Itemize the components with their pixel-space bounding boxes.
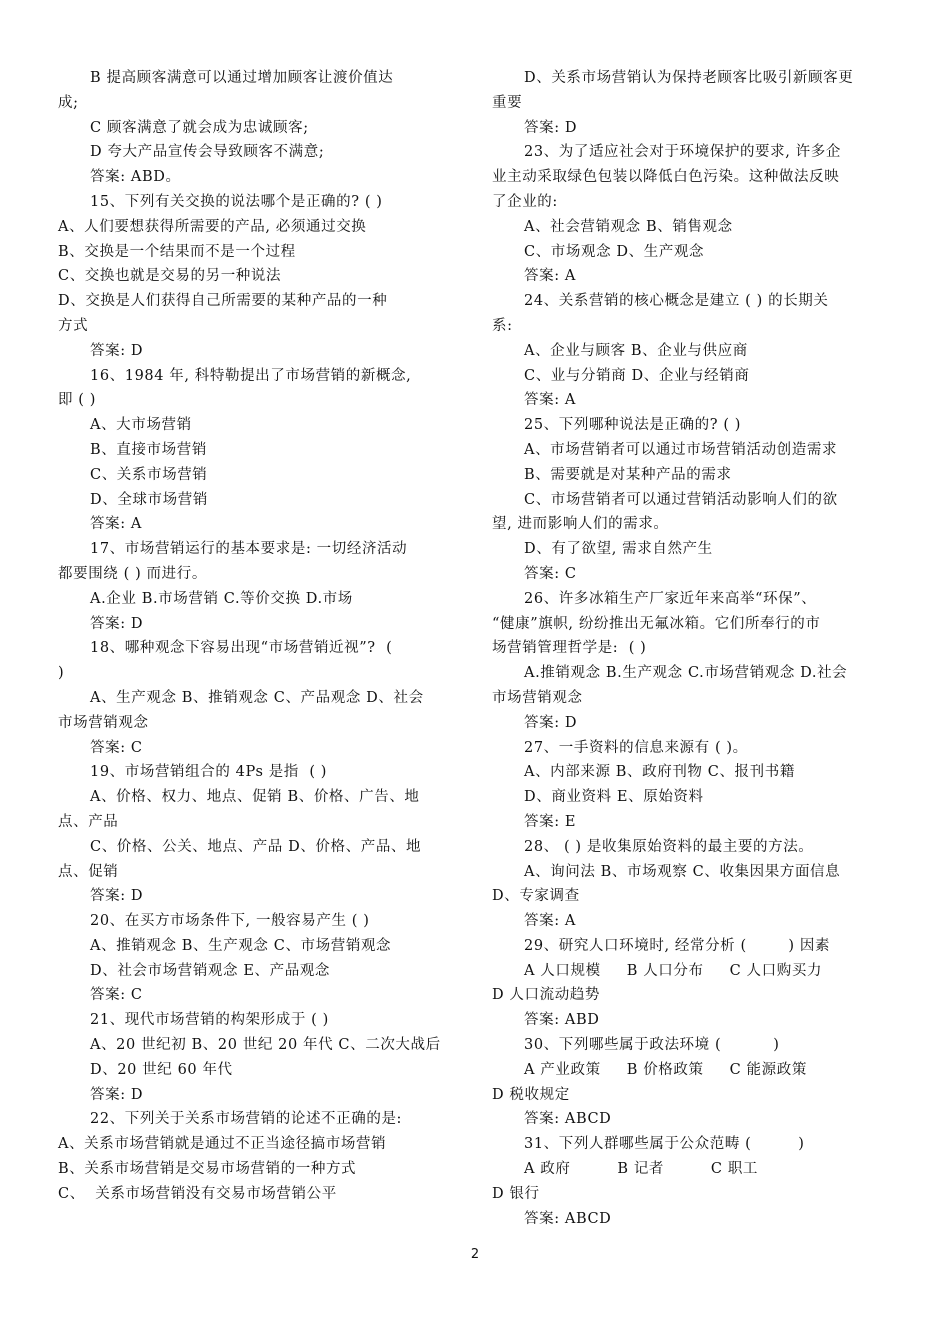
- text-line: 答案: A: [524, 268, 576, 285]
- text-line: 业主动采取绿色包装以降低白色污染。这种做法反映: [492, 169, 840, 186]
- text-line: A.企业 B.市场营销 C.等价交换 D.市场: [90, 590, 353, 607]
- text-line: A、20 世纪初 B、20 世纪 20 年代 C、二次大战后: [90, 1037, 441, 1054]
- text-line: 方式: [58, 317, 89, 334]
- text-line: 23、为了适应社会对于环境保护的要求, 许多企: [524, 144, 841, 161]
- text-line: D、关系市场营销认为保持老顾客比吸引新顾客更: [524, 70, 854, 86]
- text-line: B、直接市场营销: [90, 441, 207, 458]
- text-line: 21、现代市场营销的构架形成于 ( ): [90, 1012, 329, 1029]
- text-line: 答案: A: [524, 913, 576, 930]
- text-line: D、交换是人们获得自己所需要的某种产品的一种: [58, 293, 388, 310]
- text-line: D 税收规定: [492, 1086, 570, 1103]
- left-column: [58, 66, 458, 1207]
- text-line: D、社会市场营销观念 E、产品观念: [90, 962, 331, 979]
- text-line: 28、 ( ) 是收集原始资料的最主要的方法。: [524, 838, 814, 855]
- text-line: “健康”旗帜, 纷纷推出无氟冰箱。它们所奉行的市: [492, 615, 821, 632]
- text-line: C 顾客满意了就会成为忠诚顾客;: [90, 119, 309, 136]
- text-line: 答案: ABCD: [524, 1111, 612, 1128]
- text-line: 答案: ABD: [524, 1012, 600, 1029]
- text-line: D 夸大产品宣传会导致顾客不满意;: [90, 144, 325, 161]
- text-line: A、推销观念 B、生产观念 C、市场营销观念: [90, 937, 392, 954]
- text-line: 17、市场营销运行的基本要求是: 一切经济活动: [90, 541, 408, 558]
- text-line: 20、在买方市场条件下, 一般容易产生 ( ): [90, 913, 370, 930]
- text-line: 答案: D: [90, 888, 144, 905]
- text-line: 市场营销观念: [58, 714, 149, 731]
- text-line: 答案: C: [90, 739, 143, 756]
- text-line: A、市场营销者可以通过市场营销活动创造需求: [524, 441, 838, 458]
- text-line: B、关系市场营销是交易市场营销的一种方式: [58, 1161, 357, 1178]
- text-line: A、企业与顾客 B、企业与供应商: [524, 342, 748, 359]
- text-line: C、市场观念 D、生产观念: [524, 243, 705, 260]
- text-line: A、关系市场营销就是通过不正当途径搞市场营销: [58, 1136, 387, 1153]
- text-line: D、专家调查: [492, 888, 580, 905]
- text-line: 望, 进而影响人们的需求。: [492, 516, 669, 533]
- text-line: C、市场营销者可以通过营销活动影响人们的欲: [524, 491, 838, 508]
- text-line: C、业与分销商 D、企业与经销商: [524, 367, 750, 384]
- text-line: 答案: ABD。: [90, 169, 181, 186]
- text-line: A、人们要想获得所需要的产品, 必须通过交换: [58, 218, 367, 235]
- text-line: C、交换也就是交易的另一种说法: [58, 268, 282, 285]
- text-line: D、全球市场营销: [90, 491, 208, 508]
- text-line: 15、下列有关交换的说法哪个是正确的? ( ): [90, 193, 383, 210]
- text-line: 答案: E: [524, 813, 577, 830]
- text-line: 18、哪种观念下容易出现“市场营销近视”? (: [90, 640, 393, 657]
- text-line: 都要围绕 ( ) 而进行。: [58, 565, 207, 582]
- text-line: B、需要就是对某种产品的需求: [524, 466, 732, 483]
- text-line: ): [58, 665, 65, 682]
- text-line: 成;: [58, 94, 79, 111]
- text-line: A.推销观念 B.生产观念 C.市场营销观念 D.社会: [524, 665, 848, 682]
- text-line: A、大市场营销: [90, 417, 192, 434]
- text-line: C、关系市场营销: [90, 466, 208, 483]
- text-line: D、商业资料 E、原始资料: [524, 789, 704, 806]
- text-line: 答案: D: [90, 1086, 144, 1103]
- text-line: D 银行: [492, 1185, 540, 1202]
- text-line: 了企业的:: [492, 193, 558, 210]
- text-line: 30、下列哪些属于政法环境 ( ): [524, 1037, 780, 1054]
- text-line: C、 关系市场营销没有交易市场营销公平: [58, 1185, 337, 1202]
- text-line: C、价格、公关、地点、产品 D、价格、产品、地: [90, 838, 422, 855]
- text-line: A 产业政策 B 价格政策 C 能源政策: [524, 1061, 807, 1078]
- page-number: 2: [470, 1247, 480, 1262]
- text-line: A 政府 B 记者 C 职工: [524, 1161, 759, 1178]
- text-line: A、内部来源 B、政府刊物 C、报刊书籍: [524, 764, 795, 781]
- text-line: 22、下列关于关系市场营销的论述不正确的是:: [90, 1111, 403, 1128]
- text-line: D、有了欲望, 需求自然产生: [524, 541, 713, 558]
- text-line: 27、一手资料的信息来源有 ( )。: [524, 739, 748, 756]
- right-column: [492, 66, 892, 1231]
- text-line: 答案: ABCD: [524, 1210, 612, 1227]
- text-line: 答案: A: [524, 392, 576, 409]
- text-line: 重要: [492, 94, 523, 111]
- text-line: A、生产观念 B、推销观念 C、产品观念 D、社会: [90, 689, 424, 706]
- text-line: 答案: D: [524, 119, 578, 136]
- text-line: 点、产品: [58, 813, 119, 830]
- text-line: 答案: D: [90, 342, 144, 359]
- text-line: 16、1984 年, 科特勒提出了市场营销的新概念,: [90, 367, 412, 384]
- text-line: D、20 世纪 60 年代: [90, 1061, 233, 1078]
- text-line: 26、许多冰箱生产厂家近年来高举“环保”、: [524, 590, 817, 607]
- text-line: 24、关系营销的核心概念是建立 ( ) 的长期关: [524, 293, 829, 310]
- text-line: 场营销管理哲学是: ( ): [492, 640, 647, 657]
- text-line: 答案: C: [524, 565, 577, 582]
- text-line: 31、下列人群哪些属于公众范畴 ( ): [524, 1136, 805, 1153]
- text-line: 系:: [492, 317, 513, 334]
- text-line: 25、下列哪种说法是正确的? ( ): [524, 417, 742, 434]
- text-line: 答案: A: [90, 516, 142, 533]
- text-line: D 人口流动趋势: [492, 987, 601, 1004]
- text-line: 点、促销: [58, 863, 119, 880]
- text-line: 市场营销观念: [492, 689, 583, 706]
- text-line: 答案: C: [90, 987, 143, 1004]
- text-line: A、社会营销观念 B、销售观念: [524, 218, 733, 235]
- text-line: A 人口规模 B 人口分布 C 人口购买力: [524, 962, 823, 979]
- text-line: B 提高顾客满意可以通过增加顾客让渡价值达: [90, 70, 394, 86]
- text-line: A、价格、权力、地点、促销 B、价格、广告、地: [90, 789, 420, 806]
- text-line: 19、市场营销组合的 4Ps 是指 ( ): [90, 764, 328, 781]
- text-line: 答案: D: [90, 615, 144, 632]
- text-line: 即 ( ): [58, 392, 97, 409]
- text-line: 答案: D: [524, 714, 578, 731]
- text-line: B、交换是一个结果而不是一个过程: [58, 243, 296, 260]
- text-line: A、询问法 B、市场观察 C、收集因果方面信息: [524, 863, 841, 880]
- text-line: 29、研究人口环境时, 经常分析 ( ) 因素: [524, 937, 831, 954]
